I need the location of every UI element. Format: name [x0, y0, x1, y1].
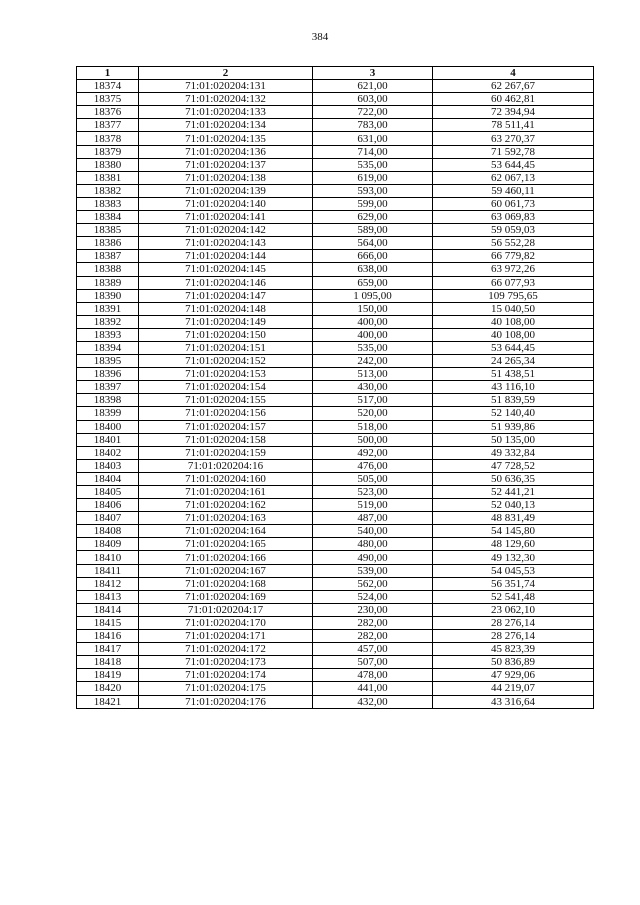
value-cell: 15 040,50	[433, 302, 594, 315]
table-row	[77, 564, 594, 577]
cadastral-number-cell: 71:01:020204:152	[139, 355, 313, 368]
table-row	[77, 158, 594, 171]
table-row	[77, 184, 594, 197]
cadastral-number-cell: 71:01:020204:147	[139, 289, 313, 302]
area-cell: 400,00	[313, 328, 433, 341]
table-row	[77, 603, 594, 616]
row-number-cell: 18419	[77, 669, 139, 682]
value-cell: 28 276,14	[433, 616, 594, 629]
value-cell: 51 939,86	[433, 420, 594, 433]
table-row	[77, 250, 594, 263]
cadastral-number-cell: 71:01:020204:164	[139, 525, 313, 538]
area-cell: 150,00	[313, 302, 433, 315]
cadastral-number-cell: 71:01:020204:17	[139, 603, 313, 616]
row-number-cell: 18407	[77, 512, 139, 525]
value-cell: 66 077,93	[433, 276, 594, 289]
value-cell: 52 140,40	[433, 407, 594, 420]
value-cell: 53 644,45	[433, 341, 594, 354]
value-cell: 40 108,00	[433, 328, 594, 341]
column-header: 3	[313, 67, 433, 80]
value-cell: 48 831,49	[433, 512, 594, 525]
table-row	[77, 407, 594, 420]
area-cell: 619,00	[313, 171, 433, 184]
cadastral-number-cell: 71:01:020204:161	[139, 486, 313, 499]
value-cell: 43 116,10	[433, 381, 594, 394]
table-row	[77, 446, 594, 459]
value-cell: 44 219,07	[433, 682, 594, 695]
cadastral-number-cell: 71:01:020204:173	[139, 656, 313, 669]
area-cell: 621,00	[313, 80, 433, 93]
row-number-cell: 18402	[77, 446, 139, 459]
row-number-cell: 18401	[77, 433, 139, 446]
cadastral-number-cell: 71:01:020204:133	[139, 106, 313, 119]
column-header: 2	[139, 67, 313, 80]
row-number-cell: 18388	[77, 263, 139, 276]
area-cell: 524,00	[313, 590, 433, 603]
row-number-cell: 18413	[77, 590, 139, 603]
row-number-cell: 18406	[77, 499, 139, 512]
row-number-cell: 18403	[77, 459, 139, 472]
page-number: 384	[311, 31, 329, 43]
cadastral-number-cell: 71:01:020204:156	[139, 407, 313, 420]
row-number-cell: 18421	[77, 695, 139, 708]
value-cell: 54 145,80	[433, 525, 594, 538]
row-number-cell: 18418	[77, 656, 139, 669]
cadastral-number-cell: 71:01:020204:142	[139, 224, 313, 237]
cadastral-number-cell: 71:01:020204:140	[139, 197, 313, 210]
cadastral-number-cell: 71:01:020204:159	[139, 446, 313, 459]
table-row	[77, 119, 594, 132]
value-cell: 43 316,64	[433, 695, 594, 708]
row-number-cell: 18375	[77, 93, 139, 106]
value-cell: 56 552,28	[433, 237, 594, 250]
area-cell: 441,00	[313, 682, 433, 695]
table-row	[77, 394, 594, 407]
table-row	[77, 355, 594, 368]
area-cell: 513,00	[313, 368, 433, 381]
table-row	[77, 512, 594, 525]
table-row	[77, 171, 594, 184]
area-cell: 589,00	[313, 224, 433, 237]
table-row	[77, 211, 594, 224]
area-cell: 562,00	[313, 577, 433, 590]
cadastral-number-cell: 71:01:020204:176	[139, 695, 313, 708]
cadastral-number-cell: 71:01:020204:163	[139, 512, 313, 525]
area-cell: 400,00	[313, 315, 433, 328]
row-number-cell: 18385	[77, 224, 139, 237]
row-number-cell: 18392	[77, 315, 139, 328]
value-cell: 49 332,84	[433, 446, 594, 459]
table-header-row	[77, 67, 594, 80]
row-number-cell: 18416	[77, 630, 139, 643]
area-cell: 1 095,00	[313, 289, 433, 302]
area-cell: 783,00	[313, 119, 433, 132]
row-number-cell: 18397	[77, 381, 139, 394]
value-cell: 52 541,48	[433, 590, 594, 603]
table-row	[77, 145, 594, 158]
value-cell: 109 795,65	[433, 289, 594, 302]
row-number-cell: 18391	[77, 302, 139, 315]
row-number-cell: 18410	[77, 551, 139, 564]
value-cell: 52 040,13	[433, 499, 594, 512]
cadastral-number-cell: 71:01:020204:155	[139, 394, 313, 407]
area-cell: 457,00	[313, 643, 433, 656]
cadastral-number-cell: 71:01:020204:145	[139, 263, 313, 276]
cadastral-number-cell: 71:01:020204:148	[139, 302, 313, 315]
value-cell: 59 059,03	[433, 224, 594, 237]
value-cell: 49 132,30	[433, 551, 594, 564]
row-number-cell: 18398	[77, 394, 139, 407]
row-number-cell: 18377	[77, 119, 139, 132]
area-cell: 714,00	[313, 145, 433, 158]
area-cell: 666,00	[313, 250, 433, 263]
area-cell: 500,00	[313, 433, 433, 446]
value-cell: 66 779,82	[433, 250, 594, 263]
value-cell: 52 441,21	[433, 486, 594, 499]
cadastral-number-cell: 71:01:020204:153	[139, 368, 313, 381]
cadastral-number-cell: 71:01:020204:144	[139, 250, 313, 263]
area-cell: 520,00	[313, 407, 433, 420]
area-cell: 476,00	[313, 459, 433, 472]
row-number-cell: 18393	[77, 328, 139, 341]
row-number-cell: 18414	[77, 603, 139, 616]
row-number-cell: 18374	[77, 80, 139, 93]
area-cell: 517,00	[313, 394, 433, 407]
cadastral-number-cell: 71:01:020204:137	[139, 158, 313, 171]
area-cell: 629,00	[313, 211, 433, 224]
table-row	[77, 472, 594, 485]
table-row	[77, 590, 594, 603]
value-cell: 63 270,37	[433, 132, 594, 145]
cadastral-number-cell: 71:01:020204:165	[139, 538, 313, 551]
table-row	[77, 616, 594, 629]
area-cell: 722,00	[313, 106, 433, 119]
area-cell: 519,00	[313, 499, 433, 512]
row-number-cell: 18399	[77, 407, 139, 420]
area-cell: 603,00	[313, 93, 433, 106]
table-row	[77, 643, 594, 656]
area-cell: 540,00	[313, 525, 433, 538]
value-cell: 60 061,73	[433, 197, 594, 210]
cadastral-number-cell: 71:01:020204:16	[139, 459, 313, 472]
table-row	[77, 302, 594, 315]
row-number-cell: 18412	[77, 577, 139, 590]
value-cell: 47 929,06	[433, 669, 594, 682]
column-header: 4	[433, 67, 594, 80]
cadastral-number-cell: 71:01:020204:174	[139, 669, 313, 682]
area-cell: 505,00	[313, 472, 433, 485]
table-row	[77, 433, 594, 446]
cadastral-number-cell: 71:01:020204:167	[139, 564, 313, 577]
area-cell: 507,00	[313, 656, 433, 669]
table-body	[77, 80, 594, 709]
area-cell: 282,00	[313, 616, 433, 629]
value-cell: 56 351,74	[433, 577, 594, 590]
table-row	[77, 93, 594, 106]
row-number-cell: 18395	[77, 355, 139, 368]
value-cell: 40 108,00	[433, 315, 594, 328]
value-cell: 60 462,81	[433, 93, 594, 106]
table-row	[77, 577, 594, 590]
cadastral-number-cell: 71:01:020204:162	[139, 499, 313, 512]
value-cell: 23 062,10	[433, 603, 594, 616]
cadastral-number-cell: 71:01:020204:169	[139, 590, 313, 603]
value-cell: 63 069,83	[433, 211, 594, 224]
area-cell: 535,00	[313, 341, 433, 354]
cadastral-number-cell: 71:01:020204:175	[139, 682, 313, 695]
table-row	[77, 551, 594, 564]
area-cell: 480,00	[313, 538, 433, 551]
row-number-cell: 18383	[77, 197, 139, 210]
cadastral-number-cell: 71:01:020204:170	[139, 616, 313, 629]
value-cell: 45 823,39	[433, 643, 594, 656]
cadastral-number-cell: 71:01:020204:135	[139, 132, 313, 145]
cadastral-number-cell: 71:01:020204:141	[139, 211, 313, 224]
row-number-cell: 18405	[77, 486, 139, 499]
table-row	[77, 499, 594, 512]
area-cell: 599,00	[313, 197, 433, 210]
table-row	[77, 237, 594, 250]
table-row	[77, 368, 594, 381]
area-cell: 490,00	[313, 551, 433, 564]
table-row	[77, 197, 594, 210]
value-cell: 72 394,94	[433, 106, 594, 119]
table-row	[77, 106, 594, 119]
area-cell: 432,00	[313, 695, 433, 708]
cadastral-number-cell: 71:01:020204:146	[139, 276, 313, 289]
area-cell: 564,00	[313, 237, 433, 250]
row-number-cell: 18400	[77, 420, 139, 433]
cadastral-number-cell: 71:01:020204:131	[139, 80, 313, 93]
row-number-cell: 18382	[77, 184, 139, 197]
value-cell: 48 129,60	[433, 538, 594, 551]
value-cell: 62 067,13	[433, 171, 594, 184]
value-cell: 62 267,67	[433, 80, 594, 93]
area-cell: 659,00	[313, 276, 433, 289]
table-row	[77, 459, 594, 472]
value-cell: 71 592,78	[433, 145, 594, 158]
cadastral-number-cell: 71:01:020204:139	[139, 184, 313, 197]
value-cell: 54 045,53	[433, 564, 594, 577]
table-row	[77, 525, 594, 538]
row-number-cell: 18420	[77, 682, 139, 695]
row-number-cell: 18404	[77, 472, 139, 485]
row-number-cell: 18376	[77, 106, 139, 119]
area-cell: 523,00	[313, 486, 433, 499]
row-number-cell: 18378	[77, 132, 139, 145]
table-row	[77, 80, 594, 93]
value-cell: 50 135,00	[433, 433, 594, 446]
value-cell: 47 728,52	[433, 459, 594, 472]
value-cell: 53 644,45	[433, 158, 594, 171]
table-row	[77, 263, 594, 276]
cadastral-number-cell: 71:01:020204:136	[139, 145, 313, 158]
table-row	[77, 695, 594, 708]
area-cell: 535,00	[313, 158, 433, 171]
cadastral-number-cell: 71:01:020204:172	[139, 643, 313, 656]
row-number-cell: 18386	[77, 237, 139, 250]
area-cell: 478,00	[313, 669, 433, 682]
area-cell: 242,00	[313, 355, 433, 368]
table-row	[77, 682, 594, 695]
cadastral-number-cell: 71:01:020204:143	[139, 237, 313, 250]
row-number-cell: 18394	[77, 341, 139, 354]
row-number-cell: 18408	[77, 525, 139, 538]
value-cell: 51 839,59	[433, 394, 594, 407]
cadastral-number-cell: 71:01:020204:160	[139, 472, 313, 485]
row-number-cell: 18417	[77, 643, 139, 656]
table-row	[77, 630, 594, 643]
row-number-cell: 18380	[77, 158, 139, 171]
column-header: 1	[77, 67, 139, 80]
row-number-cell: 18415	[77, 616, 139, 629]
area-cell: 282,00	[313, 630, 433, 643]
cadastral-number-cell: 71:01:020204:157	[139, 420, 313, 433]
value-cell: 28 276,14	[433, 630, 594, 643]
row-number-cell: 18379	[77, 145, 139, 158]
table-row	[77, 486, 594, 499]
row-number-cell: 18389	[77, 276, 139, 289]
cadastral-number-cell: 71:01:020204:132	[139, 93, 313, 106]
area-cell: 230,00	[313, 603, 433, 616]
cadastral-number-cell: 71:01:020204:166	[139, 551, 313, 564]
value-cell: 63 972,26	[433, 263, 594, 276]
row-number-cell: 18411	[77, 564, 139, 577]
cadastral-number-cell: 71:01:020204:150	[139, 328, 313, 341]
table-row	[77, 341, 594, 354]
table-row	[77, 381, 594, 394]
area-cell: 631,00	[313, 132, 433, 145]
table-row	[77, 132, 594, 145]
table-row	[77, 669, 594, 682]
value-cell: 50 636,35	[433, 472, 594, 485]
table-row	[77, 276, 594, 289]
cadastral-number-cell: 71:01:020204:138	[139, 171, 313, 184]
cadastral-number-cell: 71:01:020204:151	[139, 341, 313, 354]
area-cell: 492,00	[313, 446, 433, 459]
area-cell: 518,00	[313, 420, 433, 433]
cadastral-number-cell: 71:01:020204:171	[139, 630, 313, 643]
cadastral-number-cell: 71:01:020204:134	[139, 119, 313, 132]
value-cell: 50 836,89	[433, 656, 594, 669]
table-row	[77, 224, 594, 237]
cadastral-number-cell: 71:01:020204:158	[139, 433, 313, 446]
value-cell: 24 265,34	[433, 355, 594, 368]
table-row	[77, 328, 594, 341]
row-number-cell: 18381	[77, 171, 139, 184]
row-number-cell: 18396	[77, 368, 139, 381]
area-cell: 430,00	[313, 381, 433, 394]
row-number-cell: 18387	[77, 250, 139, 263]
table-row	[77, 420, 594, 433]
table-row	[77, 538, 594, 551]
row-number-cell: 18409	[77, 538, 139, 551]
area-cell: 487,00	[313, 512, 433, 525]
value-cell: 51 438,51	[433, 368, 594, 381]
area-cell: 638,00	[313, 263, 433, 276]
table-row	[77, 656, 594, 669]
cadastral-number-cell: 71:01:020204:168	[139, 577, 313, 590]
cadastral-number-cell: 71:01:020204:154	[139, 381, 313, 394]
table-row	[77, 315, 594, 328]
cadastral-number-cell: 71:01:020204:149	[139, 315, 313, 328]
value-cell: 59 460,11	[433, 184, 594, 197]
data-table	[76, 66, 594, 709]
value-cell: 78 511,41	[433, 119, 594, 132]
row-number-cell: 18384	[77, 211, 139, 224]
area-cell: 593,00	[313, 184, 433, 197]
table-row	[77, 289, 594, 302]
area-cell: 539,00	[313, 564, 433, 577]
row-number-cell: 18390	[77, 289, 139, 302]
